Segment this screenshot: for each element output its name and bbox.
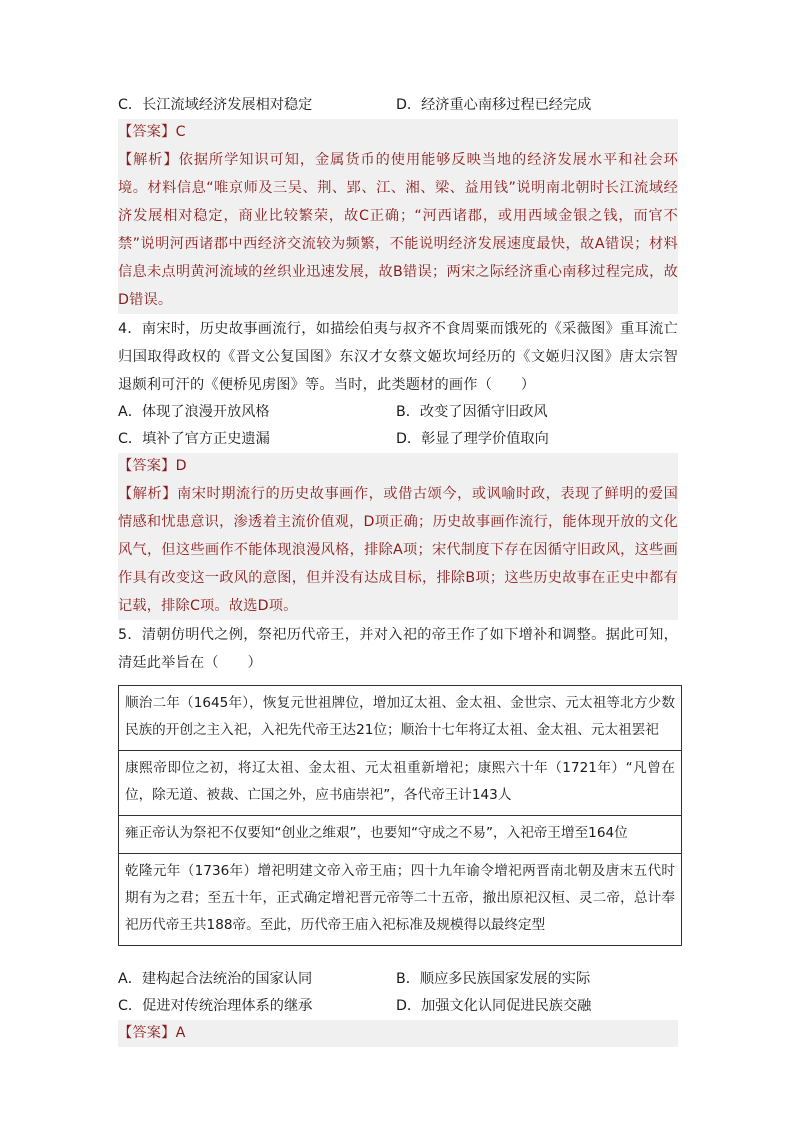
document-page xyxy=(118,92,678,1047)
q4-stem: 4．南宋时，历史故事画流行，如描绘伯夷与叔齐不食周粟而饿死的《采薇图》重耳流亡归国取得政权的《晋文公复国图》东汉才女蔡文姬坎坷经历的《文姬归汉图》唐太宗智退颇利可汗的《便桥见虏图》等。当时，此类题材的画作（ ） xyxy=(118,321,678,393)
q5-option-c: C．促进对传统治理体系的继承 xyxy=(118,998,313,1014)
q3-option-d: D．经济重心南移过程已经完成 xyxy=(396,97,592,113)
answer-tag: 【答案】 xyxy=(118,124,176,140)
q5-option-d: D．加强文化认同促进民族交融 xyxy=(396,998,592,1014)
q4-analysis-text: 南宋时期流行的历史故事画作，或借古颂今，或讽喻时政，表现了鲜明的爱国情感和忧患意识，渗透着主流价值观，D项正确；历史故事画作流行，能体现开放的文化风气，但这些画作不能体现浪漫风格，排除A项；宋代制度下存在因循守旧政风，这些画作具有改变这一政风的意图，但并没有达成目标，排除B项；这些历史故事在正史中都有记载，排除C项。故选D项。 xyxy=(118,486,678,614)
q4-answer-value: D xyxy=(175,458,187,474)
table-row xyxy=(119,854,682,946)
answer-tag: 【答案】 xyxy=(118,458,176,474)
q4-option-a: A．体现了浪漫开放风格 xyxy=(118,404,270,420)
q4-option-b: B．改变了因循守旧政风 xyxy=(396,404,548,420)
table-cell: 乾隆元年（1736年）增祀明建文帝入帝王庙；四十九年谕令增祀两晋南北朝及唐末五代时期有为之君；至五十年，正式确定增祀晋元帝等二十五帝，撤出原祀汉桓、灵二帝，总计奉祀历代帝王共188帝。至此，历代帝王庙入祀标准及规模得以最终定型 xyxy=(119,854,682,946)
q4-options-row-1 xyxy=(118,399,678,426)
analysis-tag: 【解析】 xyxy=(118,152,179,168)
q5-option-a: A．建构起合法统治的国家认同 xyxy=(118,971,313,987)
table-row xyxy=(119,751,682,816)
table-cell: 顺治二年（1645年），恢复元世祖牌位，增加辽太祖、金太祖、金世宗、元太祖等北方少数民族的开创之主入祀，入祀先代帝王达21位；顺治十七年将辽太祖、金太祖、元太祖罢祀 xyxy=(119,686,682,751)
q3-analysis-text: 依据所学知识可知，金属货币的使用能够反映当地的经济发展水平和社会环境。材料信息“唯京师及三吴、荆、郢、江、湘、梁、益用钱”说明南北朝时长江流域经济发展相对稳定，商业比较繁荣，故C正确；“河西诸郡，或用西域金银之钱，而官不禁”说明河西诸郡中西经济交流较为频繁，不能说明经济发展速度最快，故A错误；材料信息未点明黄河流域的丝织业迅速发展，故B错误；两宋之际经济重心南移过程完成，故D错误。 xyxy=(118,152,678,308)
analysis-tag: 【解析】 xyxy=(118,486,177,502)
table-row xyxy=(119,686,682,751)
q4-answer xyxy=(118,453,678,480)
q5-material-table xyxy=(118,685,682,946)
q5-answer-value: A xyxy=(175,1025,186,1041)
q3-analysis xyxy=(118,146,678,314)
q5-answer xyxy=(118,1020,678,1047)
q3-answer xyxy=(118,119,678,146)
q5-stem: 5．清朝仿明代之例，祭祀历代帝王，并对入祀的帝王作了如下增补和调整。据此可知，清廷此举旨在（ ） xyxy=(118,627,678,671)
table-cell: 雍正帝认为祭祀不仅要知“创业之维艰”，也要知“守成之不易”，入祀帝王增至164位 xyxy=(119,816,682,854)
answer-tag: 【答案】 xyxy=(118,1025,176,1041)
table-cell: 康熙帝即位之初，将辽太祖、金太祖、元太祖重新增祀；康熙六十年（1721年）“凡曾在位，除无道、被裁、亡国之外，应书庙崇祀”，各代帝王计143人 xyxy=(119,751,682,816)
q3-option-c: C．长江流域经济发展相对稳定 xyxy=(118,97,313,113)
q3-options-row xyxy=(118,92,678,119)
table-row xyxy=(119,816,682,854)
q4-options-row-2 xyxy=(118,426,678,453)
q3-answer-value: C xyxy=(175,124,186,140)
q5-options-row-2 xyxy=(118,993,678,1020)
q5-option-b: B．顺应多民族国家发展的实际 xyxy=(396,971,591,987)
q4-option-c: C．填补了官方正史遗漏 xyxy=(118,431,270,447)
q5-options-row-1 xyxy=(118,966,678,993)
q4-analysis xyxy=(118,480,678,620)
q4-option-d: D．彰显了理学价值取向 xyxy=(396,431,549,447)
